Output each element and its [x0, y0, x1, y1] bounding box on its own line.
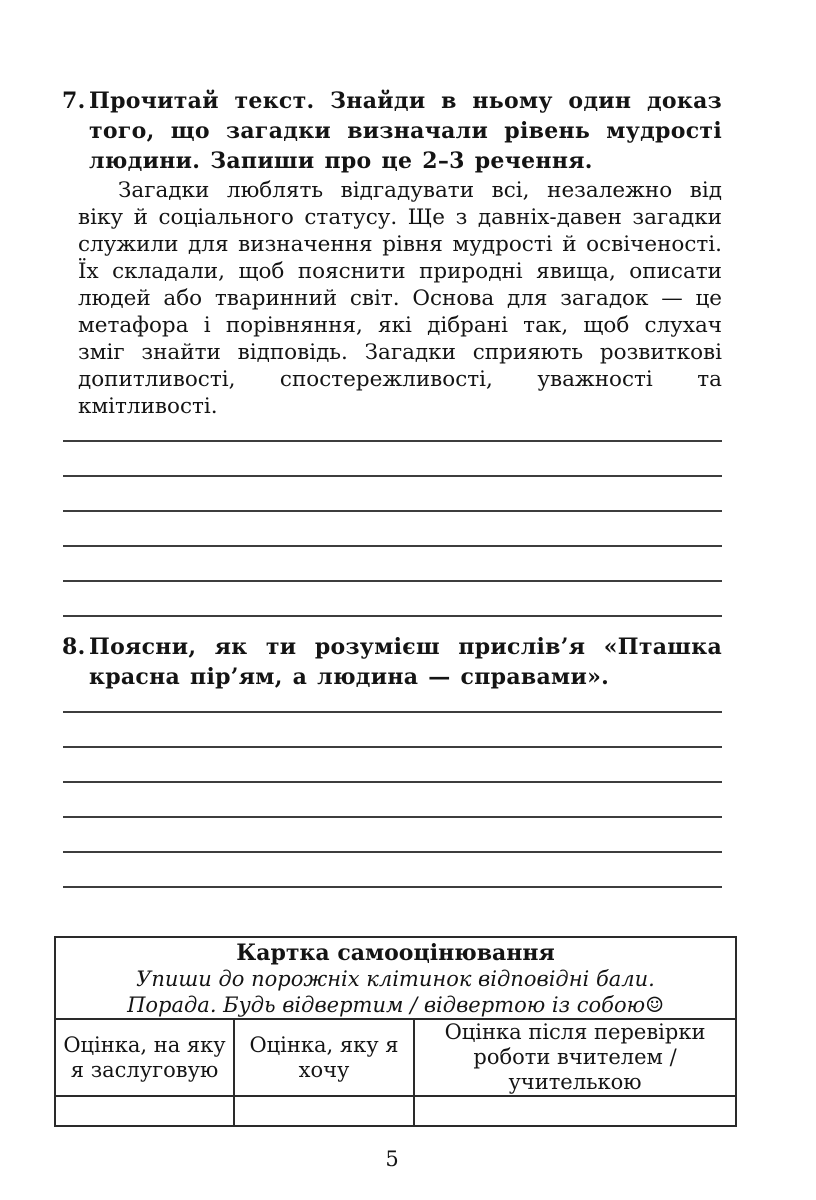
- answer-line[interactable]: [63, 818, 722, 853]
- answer-line[interactable]: [63, 783, 722, 818]
- exercise-7-heading: [62, 86, 722, 176]
- column-header-teacher-grade: Оцінка після перевірки роботи вчителем / учителькою: [414, 1019, 736, 1096]
- answer-line[interactable]: [63, 512, 722, 547]
- exercise-8-number: 8.: [62, 634, 86, 660]
- score-cell-deserved[interactable]: [55, 1096, 234, 1126]
- card-advice: Порада. Будь відвертим / відвертою із собою☺: [127, 993, 664, 1017]
- answer-line[interactable]: [63, 853, 722, 888]
- exercise-8-prompt: Поясни, як ти розумієш прислів’я «Пташка красна пір’ям, а людина — справами».: [89, 634, 722, 690]
- exercise-7-number: 7.: [62, 88, 86, 114]
- exercise-7-answer-lines: [63, 407, 722, 617]
- card-columns-row: [55, 1019, 736, 1096]
- answer-line[interactable]: [63, 748, 722, 783]
- card-header-row: [55, 937, 736, 1019]
- exercise-8: [62, 632, 722, 888]
- answer-line[interactable]: [63, 713, 722, 748]
- answer-line[interactable]: [63, 477, 722, 512]
- score-cell-wanted[interactable]: [234, 1096, 414, 1126]
- exercise-8-heading: [62, 632, 722, 692]
- answer-line[interactable]: [63, 442, 722, 477]
- column-header-wanted-grade: Оцінка, яку я хочу: [234, 1019, 414, 1096]
- card-header-cell: [55, 937, 736, 1019]
- column-header-deserved-grade: Оцінка, на яку я заслуговую: [55, 1019, 234, 1096]
- answer-line[interactable]: [63, 582, 722, 617]
- exercise-7: [62, 86, 722, 617]
- exercise-7-prompt: Прочитай текст. Знайди в ньому один доказ того, що загадки визначали рівень мудрості людини. Запиши про це 2–3 речення.: [89, 88, 722, 174]
- card-score-row: [55, 1096, 736, 1126]
- self-assessment-card: [54, 936, 737, 1127]
- answer-line[interactable]: [63, 547, 722, 582]
- card-title: Картка самооцінювання: [236, 940, 555, 966]
- card-instruction: Упиши до порожніх клітинок відповідні бали.: [136, 967, 655, 991]
- exercise-8-answer-lines: [63, 678, 722, 888]
- score-cell-teacher[interactable]: [414, 1096, 736, 1126]
- page-number: 5: [385, 1147, 399, 1171]
- exercise-7-passage: Загадки люблять відгадувати всі, незалежно від віку й соціального статусу. Ще з давніх-давен загадки служили для визначення рівня мудрості й освіченості. Їх складали, щоб пояснити природні явища, описати людей або тваринний світ. Основа для загадок — це метафора і порівняння, які дібрані так, щоб слухач зміг знайти відповідь. Загадки сприяють розвиткові допитливості, спостережливості, уважності та кмітливості.: [78, 178, 722, 419]
